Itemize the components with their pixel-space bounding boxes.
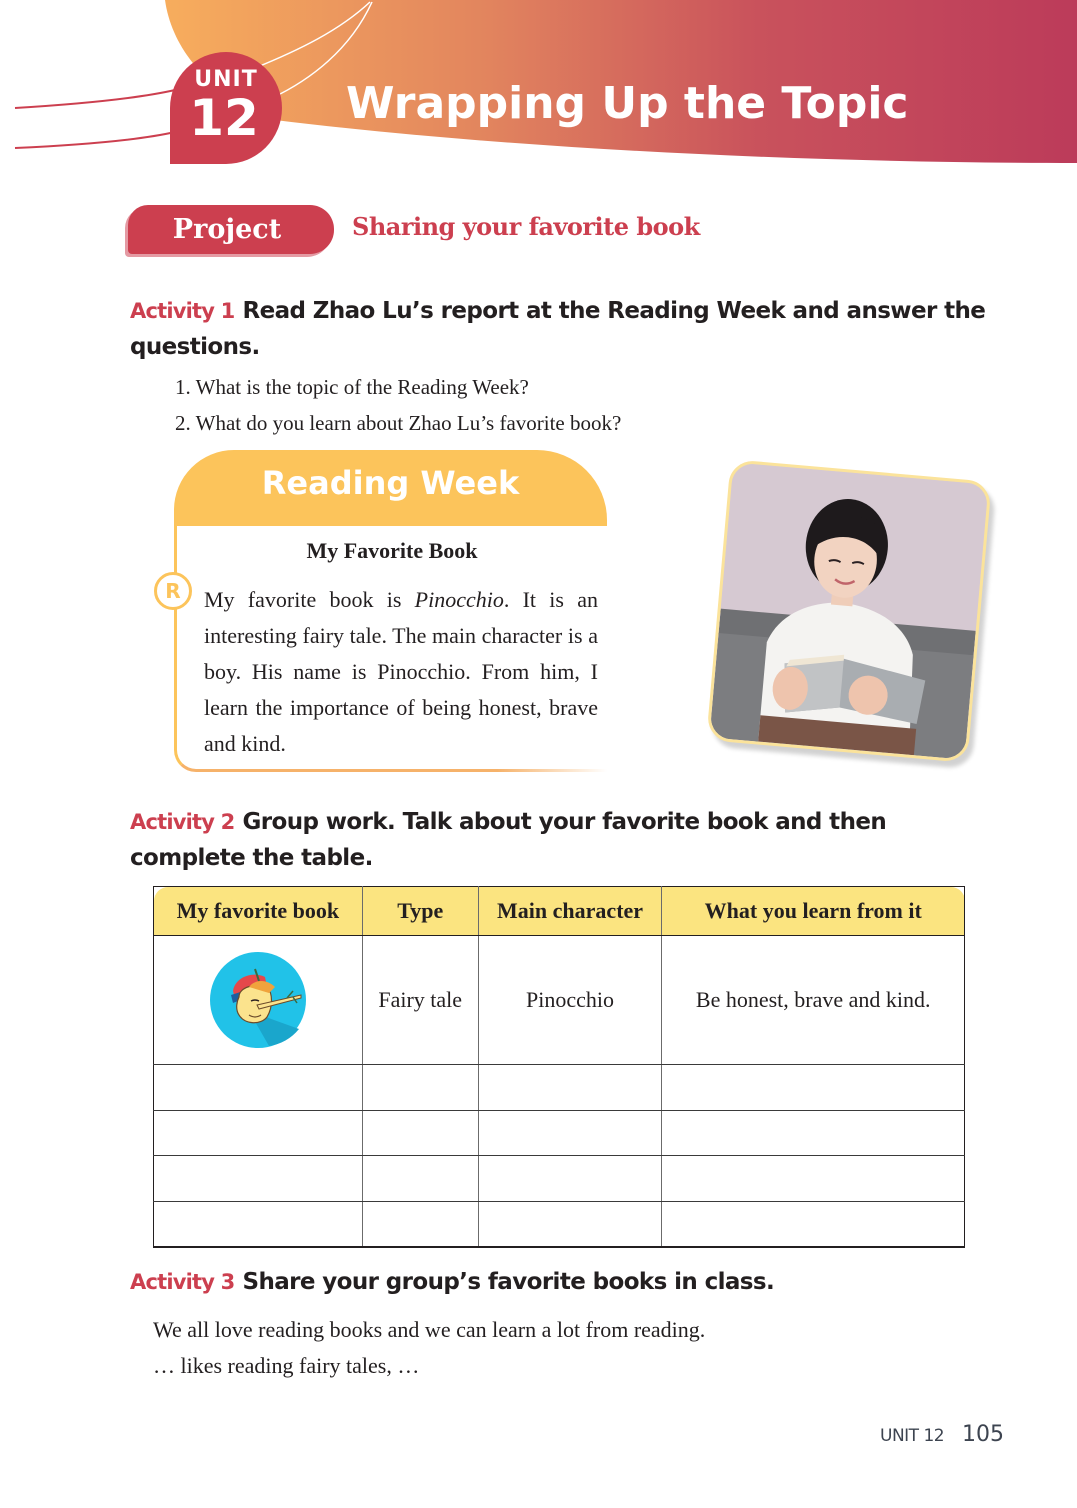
activity-3-instruction: Share your group’s favorite books in class. bbox=[242, 1269, 775, 1295]
table-row bbox=[154, 1110, 965, 1156]
report-text bbox=[204, 582, 598, 762]
book-cell-input[interactable] bbox=[154, 1156, 363, 1202]
project-tag: Project bbox=[128, 205, 334, 254]
lesson-cell-input[interactable] bbox=[662, 1065, 965, 1111]
favorite-books-table bbox=[153, 886, 965, 1248]
project-title: Sharing your favorite book bbox=[352, 212, 700, 241]
report-text-start: My favorite book is bbox=[204, 587, 415, 612]
unit-word: UNIT bbox=[194, 67, 258, 92]
main-character-cell-input[interactable] bbox=[478, 1201, 662, 1247]
page-title: Wrapping Up the Topic bbox=[346, 78, 909, 129]
girl-reading-photo bbox=[706, 459, 992, 763]
book-cell-input[interactable] bbox=[154, 1201, 363, 1247]
footer-unit-label: UNIT 12 bbox=[880, 1426, 945, 1446]
main-character-cell-input[interactable] bbox=[478, 1110, 662, 1156]
unit-number: 12 bbox=[189, 89, 259, 147]
page-number: 105 bbox=[962, 1422, 1004, 1447]
share-sentence-2: … likes reading fairy tales, … bbox=[153, 1353, 420, 1378]
activity-1-label: Activity 1 bbox=[130, 299, 235, 323]
column-header-type: Type bbox=[362, 887, 478, 936]
report-text-end: . It is an interesting fairy tale. The main character is a boy. His name is Pinocchio. From him, I learn the importance of being honest, brave and kind. bbox=[204, 587, 598, 756]
activity-2-instruction: Group work. Talk about your favorite book and then complete the table. bbox=[130, 809, 887, 871]
table-header-row bbox=[154, 887, 965, 936]
activity-3-label: Activity 3 bbox=[130, 1270, 235, 1294]
book-cell bbox=[154, 936, 363, 1065]
main-character-cell-input[interactable] bbox=[478, 1065, 662, 1111]
reading-week-header bbox=[174, 450, 607, 526]
table-row bbox=[154, 1156, 965, 1202]
unit-badge bbox=[170, 52, 282, 164]
book-cell-input[interactable] bbox=[154, 1110, 363, 1156]
main-character-cell: Pinocchio bbox=[478, 936, 662, 1065]
unit-banner bbox=[0, 0, 1077, 165]
book-cell-input[interactable] bbox=[154, 1065, 363, 1111]
reading-week-title: Reading Week bbox=[261, 464, 520, 502]
lesson-cell-input[interactable] bbox=[662, 1201, 965, 1247]
activity-1-heading bbox=[130, 293, 990, 365]
lesson-cell-input[interactable] bbox=[662, 1156, 965, 1202]
activity-1-instruction: Read Zhao Lu’s report at the Reading Week and answer the questions. bbox=[130, 298, 986, 360]
column-header-lesson: What you learn from it bbox=[662, 887, 965, 936]
reading-badge-icon: R bbox=[154, 572, 192, 610]
type-cell-input[interactable] bbox=[362, 1065, 478, 1111]
photo-illustration bbox=[709, 462, 988, 759]
type-cell-input[interactable] bbox=[362, 1156, 478, 1202]
book-title: Pinocchio bbox=[414, 587, 504, 612]
table-row bbox=[154, 936, 965, 1065]
type-cell-input[interactable] bbox=[362, 1201, 478, 1247]
activity-2-label: Activity 2 bbox=[130, 810, 235, 834]
activity-2-heading bbox=[130, 804, 990, 876]
type-cell: Fairy tale bbox=[362, 936, 478, 1065]
report-subtitle: My Favorite Book bbox=[306, 538, 478, 563]
main-character-cell-input[interactable] bbox=[478, 1156, 662, 1202]
question-1: 1. What is the topic of the Reading Week? bbox=[175, 375, 529, 399]
column-header-book: My favorite book bbox=[154, 887, 363, 936]
table-row bbox=[154, 1201, 965, 1247]
column-header-main-character: Main character bbox=[478, 887, 662, 936]
question-2: 2. What do you learn about Zhao Lu’s favorite book? bbox=[175, 411, 622, 435]
type-cell-input[interactable] bbox=[362, 1110, 478, 1156]
lesson-cell-input[interactable] bbox=[662, 1110, 965, 1156]
activity-3-heading bbox=[130, 1264, 990, 1300]
lesson-cell: Be honest, brave and kind. bbox=[662, 936, 965, 1065]
share-sentence-1: We all love reading books and we can learn a lot from reading. bbox=[153, 1317, 706, 1342]
table-row bbox=[154, 1065, 965, 1111]
pinocchio-icon bbox=[209, 951, 307, 1049]
